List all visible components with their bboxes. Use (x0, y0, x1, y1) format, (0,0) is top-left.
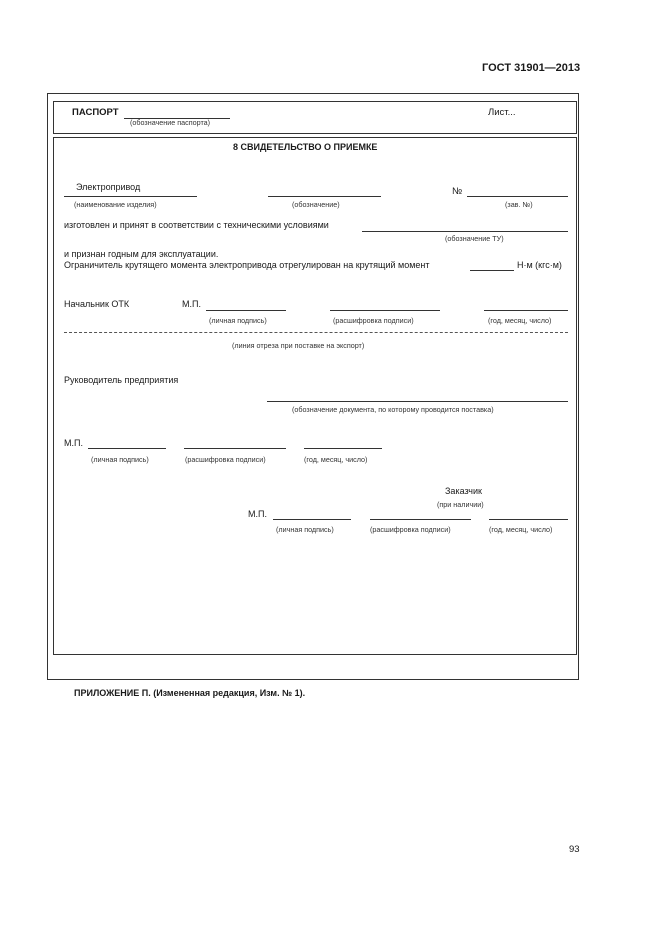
customer-decoding-line[interactable] (370, 519, 471, 520)
cut-line (64, 332, 568, 333)
enterprise-decoding-caption: (расшифровка подписи) (185, 455, 266, 464)
passport-designation-caption: (обозначение паспорта) (130, 118, 211, 127)
serial-number-caption: (зав. №) (505, 200, 533, 209)
customer-date-caption: (год, месяц, число) (489, 525, 553, 534)
otk-decoding-caption: (расшифровка подписи) (333, 316, 414, 325)
otk-signature-caption: (личная подпись) (209, 316, 267, 325)
accepted-text: и признан годным для эксплуатации. (64, 249, 219, 259)
tu-designation-line[interactable] (362, 231, 568, 232)
product-designation-line[interactable] (268, 196, 381, 197)
customer-date-line[interactable] (489, 519, 568, 520)
enterprise-mp-label: М.П. (64, 438, 83, 448)
section-title: 8 СВИДЕТЕЛЬСТВО О ПРИЕМКЕ (233, 142, 378, 152)
enterprise-date-caption: (год, месяц, число) (304, 455, 368, 464)
customer-decoding-caption: (расшифровка подписи) (370, 525, 451, 534)
certificate-box (53, 137, 577, 655)
customer-mp-label: М.П. (248, 509, 267, 519)
supply-document-line[interactable] (267, 401, 568, 402)
cut-line-caption: (линия отреза при поставке на экспорт) (232, 341, 365, 350)
product-designation-caption: (обозначение) (292, 200, 340, 209)
otk-signature-line[interactable] (206, 310, 286, 311)
customer-signature-line[interactable] (273, 519, 351, 520)
customer-title: Заказчик (445, 486, 482, 496)
product-name-caption: (наименование изделия) (74, 200, 157, 209)
sheet-label: Лист... (488, 107, 516, 118)
number-label: № (452, 186, 463, 197)
product-name-line[interactable] (64, 196, 197, 197)
otk-date-line[interactable] (484, 310, 568, 311)
enterprise-head-label: Руководитель предприятия (64, 375, 179, 385)
supply-document-caption: (обозначение документа, по которому проводится поставка) (292, 405, 494, 414)
enterprise-signature-line[interactable] (88, 448, 166, 449)
otk-mp-label: М.П. (182, 299, 201, 309)
enterprise-date-line[interactable] (304, 448, 382, 449)
tu-caption: (обозначение ТУ) (445, 234, 504, 243)
serial-number-line[interactable] (467, 196, 568, 197)
page-number: 93 (569, 844, 580, 855)
appendix-note: ПРИЛОЖЕНИЕ П. (Измененная редакция, Изм. № 1). (74, 688, 306, 698)
passport-label: ПАСПОРТ (72, 107, 119, 118)
otk-date-caption: (год, месяц, число) (488, 316, 552, 325)
customer-title-caption: (при наличии) (437, 500, 484, 509)
enterprise-decoding-line[interactable] (184, 448, 286, 449)
torque-text: Ограничитель крутящего момента электропривода отрегулирован на крутящий момент (64, 260, 430, 270)
torque-value-line[interactable] (470, 270, 514, 271)
customer-signature-caption: (личная подпись) (276, 525, 334, 534)
enterprise-signature-caption: (личная подпись) (91, 455, 149, 464)
product-name: Электропривод (76, 182, 141, 192)
otk-decoding-line[interactable] (330, 310, 440, 311)
manufacture-text: изготовлен и принят в соответствии с техническими условиями (64, 220, 329, 230)
standard-code: ГОСТ 31901—2013 (482, 62, 581, 74)
otk-chief-label: Начальник ОТК (64, 299, 130, 309)
torque-unit: Н·м (кгс·м) (517, 260, 562, 270)
